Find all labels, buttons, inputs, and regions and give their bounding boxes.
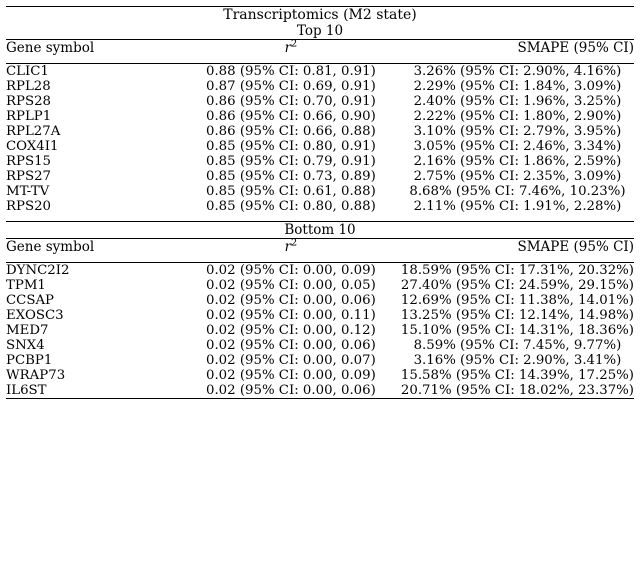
cell-r2: 0.02 (95% CI: 0.00, 0.09) [206, 263, 376, 278]
cell-gene: RPLP1 [6, 109, 52, 124]
table-row [6, 199, 634, 214]
cell-r2: 0.85 (95% CI: 0.80, 0.91) [206, 139, 376, 154]
section-heading-bottom: Bottom 10 [6, 222, 634, 239]
cell-smape: 3.26% (95% CI: 2.90%, 4.16%) [413, 64, 622, 79]
cell-smape: 2.16% (95% CI: 1.86%, 2.59%) [413, 154, 622, 169]
cell-smape: 18.59% (95% CI: 17.31%, 20.32%) [400, 263, 634, 278]
table-title: Transcriptomics (M2 state) [6, 7, 634, 24]
cell-r2: 0.02 (95% CI: 0.00, 0.11) [206, 308, 376, 323]
cell-r2: 0.86 (95% CI: 0.70, 0.91) [206, 94, 376, 109]
cell-r2: 0.02 (95% CI: 0.00, 0.06) [181, 383, 401, 399]
cell-smape: 15.10% (95% CI: 14.31%, 18.36%) [400, 323, 634, 338]
r2-exponent-top: 2 [291, 38, 298, 50]
table-row [6, 353, 634, 368]
cell-smape: 20.71% (95% CI: 18.02%, 23.37%) [400, 383, 634, 398]
column-header-row-bottom [6, 239, 634, 256]
cell-r2: 0.02 (95% CI: 0.00, 0.05) [206, 278, 376, 293]
table-row [6, 338, 634, 353]
section-heading-top: Top 10 [6, 23, 634, 40]
cell-gene: CLIC1 [6, 64, 49, 79]
cell-r2: 0.85 (95% CI: 0.80, 0.88) [206, 199, 376, 214]
table-row [6, 278, 634, 293]
cell-r2: 0.87 (95% CI: 0.69, 0.91) [206, 79, 376, 94]
table-row [6, 109, 634, 124]
cell-gene: TPM1 [6, 278, 46, 293]
cell-r2: 0.02 (95% CI: 0.00, 0.07) [206, 353, 376, 368]
column-header-smape-top: SMAPE (95% CI) [517, 40, 634, 56]
cell-r2: 0.02 (95% CI: 0.00, 0.06) [206, 338, 376, 353]
cell-smape: 8.68% (95% CI: 7.46%, 10.23%) [409, 184, 626, 199]
table-row [6, 368, 634, 383]
column-header-row-top [6, 40, 634, 57]
cell-r2: 0.86 (95% CI: 0.66, 0.88) [206, 124, 376, 139]
table-row [6, 154, 634, 169]
cell-r2: 0.86 (95% CI: 0.66, 0.90) [206, 109, 376, 124]
column-header-r2-top [181, 40, 401, 57]
cell-gene: CCSAP [6, 293, 55, 308]
cell-smape: 3.05% (95% CI: 2.46%, 3.34%) [413, 139, 622, 154]
cell-smape: 3.10% (95% CI: 2.79%, 3.95%) [413, 124, 622, 139]
column-header-smape-bottom: SMAPE (95% CI) [517, 239, 634, 255]
cell-r2: 0.02 (95% CI: 0.00, 0.09) [206, 368, 376, 383]
table-row [6, 94, 634, 109]
cell-gene: IL6ST [6, 383, 181, 399]
cell-smape: 12.69% (95% CI: 11.38%, 14.01%) [400, 293, 634, 308]
table-row [6, 139, 634, 154]
column-header-gene-top: Gene symbol [6, 40, 95, 56]
cell-gene: RPL27A [6, 124, 61, 139]
cell-gene: RPS20 [6, 199, 51, 214]
cell-smape: 8.59% (95% CI: 7.45%, 9.77%) [413, 338, 622, 353]
cell-gene: DYNC2I2 [6, 263, 70, 278]
column-header-r2-bottom [181, 239, 401, 256]
cell-r2: 0.02 (95% CI: 0.00, 0.12) [206, 323, 376, 338]
table-row [6, 323, 634, 338]
r2-symbol-bottom: r [284, 239, 292, 255]
table-row [6, 124, 634, 139]
cell-smape: 2.22% (95% CI: 1.80%, 2.90%) [413, 109, 622, 124]
cell-gene: RPL28 [6, 79, 51, 94]
cell-gene: RPS28 [6, 94, 51, 109]
results-table-container [6, 0, 634, 399]
cell-gene: COX4I1 [6, 139, 59, 154]
cell-smape: 3.16% (95% CI: 2.90%, 3.41%) [413, 353, 622, 368]
header-rule-top [6, 56, 634, 64]
table-row [6, 293, 634, 308]
table-row [6, 169, 634, 184]
r2-exponent-bottom: 2 [291, 237, 298, 249]
cell-smape: 15.58% (95% CI: 14.39%, 17.25%) [400, 368, 634, 383]
table-row [6, 79, 634, 94]
cell-r2: 0.85 (95% CI: 0.79, 0.91) [206, 154, 376, 169]
cell-gene: SNX4 [6, 338, 45, 353]
cell-smape: 2.29% (95% CI: 1.84%, 3.09%) [413, 79, 622, 94]
cell-gene: RPS27 [6, 169, 51, 184]
header-rule-bottom [6, 255, 634, 263]
cell-r2: 0.02 (95% CI: 0.00, 0.06) [206, 293, 376, 308]
section-heading-row-bottom [6, 222, 634, 239]
cell-r2: 0.88 (95% CI: 0.81, 0.91) [206, 64, 376, 79]
cell-r2: 0.85 (95% CI: 0.73, 0.89) [206, 169, 376, 184]
cell-gene: MED7 [6, 323, 49, 338]
table-row [6, 263, 634, 279]
cell-gene: EXOSC3 [6, 308, 64, 323]
cell-r2: 0.85 (95% CI: 0.61, 0.88) [206, 184, 376, 199]
cell-smape: 13.25% (95% CI: 12.14%, 14.98%) [400, 308, 634, 323]
cell-gene: RPS15 [6, 154, 51, 169]
cell-gene: PCBP1 [6, 353, 53, 368]
cell-smape: 2.11% (95% CI: 1.91%, 2.28%) [413, 199, 622, 214]
table-row [6, 308, 634, 323]
results-table [6, 6, 634, 399]
table-row [6, 64, 634, 80]
table-row [6, 184, 634, 199]
cell-gene: MT-TV [6, 184, 50, 199]
r2-symbol-top: r [284, 40, 292, 56]
cell-smape: 2.40% (95% CI: 1.96%, 3.25%) [413, 94, 622, 109]
table-title-row [6, 7, 634, 24]
section-divider [6, 214, 634, 222]
column-header-gene-bottom: Gene symbol [6, 239, 95, 255]
cell-smape: 27.40% (95% CI: 24.59%, 29.15%) [400, 278, 634, 293]
section-heading-row-top [6, 23, 634, 40]
cell-smape: 2.75% (95% CI: 2.35%, 3.09%) [413, 169, 622, 184]
cell-gene: WRAP73 [6, 368, 66, 383]
table-row [6, 383, 634, 399]
